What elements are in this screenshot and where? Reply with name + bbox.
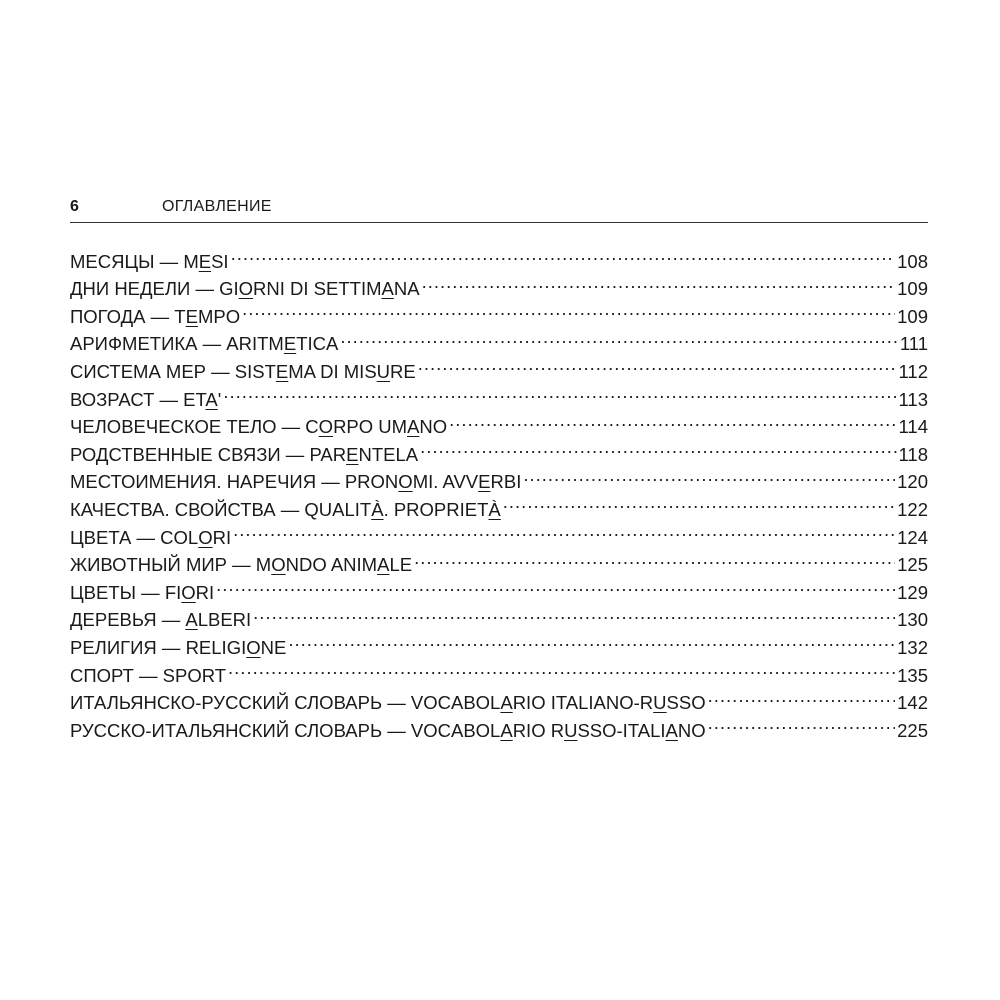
- title-segment: MI. AVV: [412, 471, 479, 493]
- page-number: 6: [70, 198, 79, 215]
- dot-leader: [223, 378, 896, 406]
- title-segment: RIO ITALIANO-R: [512, 692, 654, 714]
- toc-entry-page: 225: [897, 719, 928, 741]
- table-of-contents: [70, 240, 928, 741]
- stressed-letter: A: [500, 692, 513, 714]
- toc-entry-title: [70, 662, 226, 690]
- title-segment: NO: [677, 719, 706, 741]
- title-segment: СИСТЕМА МЕР — SIST: [70, 360, 276, 382]
- page-header: [70, 196, 928, 223]
- toc-entry-page: 109: [897, 305, 928, 327]
- title-segment: NA: [393, 278, 420, 300]
- title-segment: РОДСТВЕННЫЕ СВЯЗИ — PAR: [70, 443, 347, 465]
- stressed-letter: O: [271, 554, 286, 576]
- dot-leader: [708, 709, 896, 737]
- stressed-letter: O: [318, 416, 334, 438]
- dot-leader: [231, 240, 896, 268]
- title-segment: ПОГОДА — T: [70, 305, 186, 327]
- stressed-letter: U: [564, 719, 578, 741]
- title-segment: ЦВЕТЫ — FI: [70, 581, 182, 603]
- toc-entry-page: 118: [898, 443, 928, 465]
- toc-entry-page: 111: [899, 333, 928, 355]
- stressed-letter: A: [377, 554, 390, 576]
- stressed-letter: E: [275, 360, 289, 382]
- title-segment: MA DI MIS: [288, 360, 377, 382]
- title-segment: ЧЕЛОВЕЧЕСКОЕ ТЕЛО — C: [70, 416, 319, 438]
- stressed-letter: A: [185, 609, 198, 631]
- title-segment: SSO-ITALI: [577, 719, 666, 741]
- toc-entry-page: 135: [897, 664, 928, 686]
- toc-entry-title: [70, 717, 706, 745]
- dot-leader: [420, 433, 896, 461]
- dot-leader: [414, 544, 895, 572]
- toc-entry-page: 120: [897, 471, 928, 493]
- dot-leader: [253, 599, 895, 627]
- title-segment: ИТАЛЬЯНСКО-РУССКИЙ СЛОВАРЬ — VOCABOL: [70, 692, 501, 714]
- stressed-letter: E: [346, 443, 359, 465]
- dot-leader: [288, 626, 895, 654]
- title-segment: ВОЗРАСТ — ET: [70, 388, 206, 410]
- title-segment: ДНИ НЕДЕЛИ — GI: [70, 278, 239, 300]
- toc-entry: [70, 240, 928, 272]
- title-segment: SSO: [666, 692, 706, 714]
- stressed-letter: A: [665, 719, 678, 741]
- dot-leader: [449, 406, 896, 434]
- dot-leader: [418, 350, 897, 378]
- stressed-letter: E: [283, 333, 297, 355]
- toc-entry-title: [70, 441, 418, 469]
- title-segment: NE: [260, 636, 287, 658]
- stressed-letter: O: [238, 278, 254, 300]
- title-segment: МЕСЯЦЫ — M: [70, 250, 199, 272]
- dot-leader: [422, 268, 896, 296]
- title-segment: RI: [212, 526, 232, 548]
- stressed-letter: U: [376, 360, 391, 382]
- running-title: ОГЛАВЛЕНИЕ: [162, 198, 272, 215]
- title-segment: NO: [419, 416, 448, 438]
- title-segment: RBI: [490, 471, 522, 493]
- title-segment: РУССКО-ИТАЛЬЯНСКИЙ СЛОВАРЬ — VOCABOL: [70, 719, 501, 741]
- title-segment: ЖИВОТНЫЙ МИР — M: [70, 554, 272, 576]
- toc-entry-title: [70, 248, 229, 276]
- toc-entry-title: [70, 413, 447, 441]
- toc-entry-page: 125: [897, 554, 928, 576]
- dot-leader: [242, 295, 895, 323]
- dot-leader: [228, 654, 895, 682]
- title-segment: LE: [389, 554, 413, 576]
- title-segment: NTELA: [358, 443, 419, 465]
- stressed-letter: À: [488, 498, 501, 520]
- stressed-letter: O: [198, 526, 213, 548]
- stressed-letter: À: [371, 498, 384, 520]
- title-segment: RIO R: [512, 719, 565, 741]
- toc-entry-title: [70, 606, 251, 634]
- toc-entry-title: [70, 579, 214, 607]
- stressed-letter: A: [407, 416, 420, 438]
- title-segment: MPO: [197, 305, 241, 327]
- title-segment: ДЕРЕВЬЯ —: [70, 609, 186, 631]
- title-segment: LBERI: [197, 609, 252, 631]
- title-segment: RE: [390, 360, 416, 382]
- title-segment: ЦВЕТА — COL: [70, 526, 199, 548]
- toc-entry-page: 132: [897, 636, 928, 658]
- title-segment: SI: [211, 250, 229, 272]
- dot-leader: [523, 461, 895, 489]
- toc-entry-page: 114: [898, 416, 928, 438]
- stressed-letter: E: [198, 250, 212, 272]
- title-segment: RNI DI SETTIM: [253, 278, 382, 300]
- title-segment: КАЧЕСТВА. СВОЙСТВА — QUALIT: [70, 498, 372, 520]
- title-segment: МЕСТОИМЕНИЯ. НАРЕЧИЯ — PRON: [70, 471, 399, 493]
- title-segment: АРИФМЕТИКА — ARITM: [70, 333, 284, 355]
- toc-entry-page: 112: [898, 360, 928, 382]
- toc-entry-title: [70, 689, 706, 717]
- dot-leader: [340, 323, 898, 351]
- toc-entry-title: [70, 303, 240, 331]
- toc-entry-page: 122: [897, 498, 928, 520]
- dot-leader: [503, 488, 895, 516]
- toc-entry-page: 142: [897, 692, 928, 714]
- toc-entry-title: [70, 524, 231, 552]
- title-segment: РЕЛИГИЯ — RELIGI: [70, 636, 247, 658]
- title-segment: RI: [195, 581, 215, 603]
- toc-entry-page: 124: [897, 526, 928, 548]
- stressed-letter: U: [653, 692, 667, 714]
- stressed-letter: O: [398, 471, 413, 493]
- toc-entry-page: 129: [897, 581, 928, 603]
- title-segment: . PROPRIET: [383, 498, 489, 520]
- stressed-letter: A: [500, 719, 513, 741]
- toc-entry-page: 113: [898, 388, 928, 410]
- toc-entry-title: [70, 386, 221, 414]
- toc-entry-page: 108: [897, 250, 928, 272]
- dot-leader: [233, 516, 895, 544]
- toc-entry-title: [70, 468, 521, 496]
- stressed-letter: O: [246, 636, 261, 658]
- stressed-letter: E: [478, 471, 491, 493]
- stressed-letter: O: [181, 581, 196, 603]
- stressed-letter: E: [185, 305, 198, 327]
- title-segment: ': [217, 388, 222, 410]
- stressed-letter: A: [205, 388, 218, 410]
- dot-leader: [216, 571, 895, 599]
- title-segment: NDO ANIM: [285, 554, 378, 576]
- title-segment: RPO UM: [333, 416, 408, 438]
- toc-entry-page: 130: [897, 609, 928, 631]
- title-segment: СПОРТ — SPORT: [70, 664, 227, 686]
- toc-entry-page: 109: [897, 278, 928, 300]
- toc-entry-title: [70, 330, 338, 358]
- stressed-letter: A: [381, 278, 394, 300]
- dot-leader: [708, 682, 896, 710]
- title-segment: TICA: [296, 333, 339, 355]
